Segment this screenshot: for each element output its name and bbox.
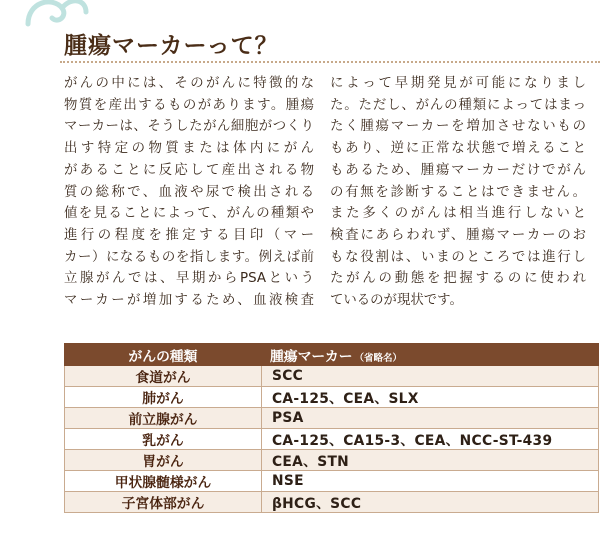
table-row [65,492,599,513]
cancer-type-cell: 乳がん [65,429,262,450]
column-header-tumor-marker [262,344,599,366]
tumor-marker-cell: SCC [262,366,599,387]
table-row [65,387,599,408]
cancer-type-cell: 子宮体部がん [65,492,262,513]
table-row [65,471,599,492]
cancer-type-cell: 甲状腺髄様がん [65,471,262,492]
body-line: の有無を診断することはできません。 [330,184,586,200]
table-row [65,429,599,450]
column-header-cancer-label: がんの種類 [128,348,198,365]
body-line: があることに反応して産出される物 [64,162,314,178]
column-header-cancer-type [65,344,262,366]
body-line: 質の総称で、血液や尿で検出される [64,184,314,200]
body-line: 立腺がんでは、早期からPSAという [64,271,314,287]
tumor-marker-table [64,343,599,513]
body-line: また多くのがんは相当進行しないと [330,206,586,222]
body-line: カー）になるものを指します。例えば前 [64,249,314,265]
body-line: もな役割は、いまのところでは進行し [330,249,586,265]
tumor-marker-cell: CA-125、CEA、SLX [262,387,599,408]
body-line: もあるため、腫瘍マーカーだけでがん [330,162,586,178]
table-header-row [65,344,599,366]
body-line: たがんの動態を把握するのに使われ [330,271,586,287]
table-row [65,450,599,471]
body-line: 検査にあらわれず、腫瘍マーカーのお [330,227,586,243]
tumor-marker-cell: CEA、STN [262,450,599,471]
body-text-left-column [64,73,314,312]
column-header-marker-note: （省略名） [354,352,403,364]
column-header-marker-label: 腫瘍マーカー [270,348,353,365]
body-line: 進行の程度を推定する目印（マー [64,227,314,243]
body-text-right-column [330,73,586,312]
body-line: マーカーが増加するため、血液検査 [64,293,314,309]
body-line: たく腫瘍マーカーを増加させないもの [330,119,586,135]
body-line: た。ただし、がんの種類によってはまっ [330,97,586,113]
body-line: がんの中には、そのがんに特徴的な [64,76,314,91]
cancer-type-cell: 前立腺がん [65,408,262,429]
body-line: マーカーは、そうしたがん細胞がつくり [64,119,314,135]
table-row [65,366,599,387]
body-line: ているのが現状です。 [330,293,463,309]
body-line: 物質を産出するものがあります。腫瘍 [64,97,314,113]
body-line: 出す特定の物質または体内にがん [64,141,314,157]
body-line: もあり、逆に正常な状態で増えること [330,141,586,157]
cancer-type-cell: 食道がん [65,366,262,387]
tumor-marker-cell: CA-125、CA15-3、CEA、NCC-ST-439 [262,429,599,450]
body-line: 値を見ることによって、がんの種類や [64,206,314,222]
page-title: 腫瘍マーカーって？ [64,33,279,59]
table-row [65,408,599,429]
cancer-type-cell: 肺がん [65,387,262,408]
title-divider [60,61,600,63]
body-line: によって早期発見が可能になりまし [330,76,586,91]
tumor-marker-cell: βHCG、SCC [262,492,599,513]
cancer-type-cell: 胃がん [65,450,262,471]
tumor-marker-cell: PSA [262,408,599,429]
decorative-swirl-icon [22,0,92,28]
tumor-marker-cell: NSE [262,471,599,492]
